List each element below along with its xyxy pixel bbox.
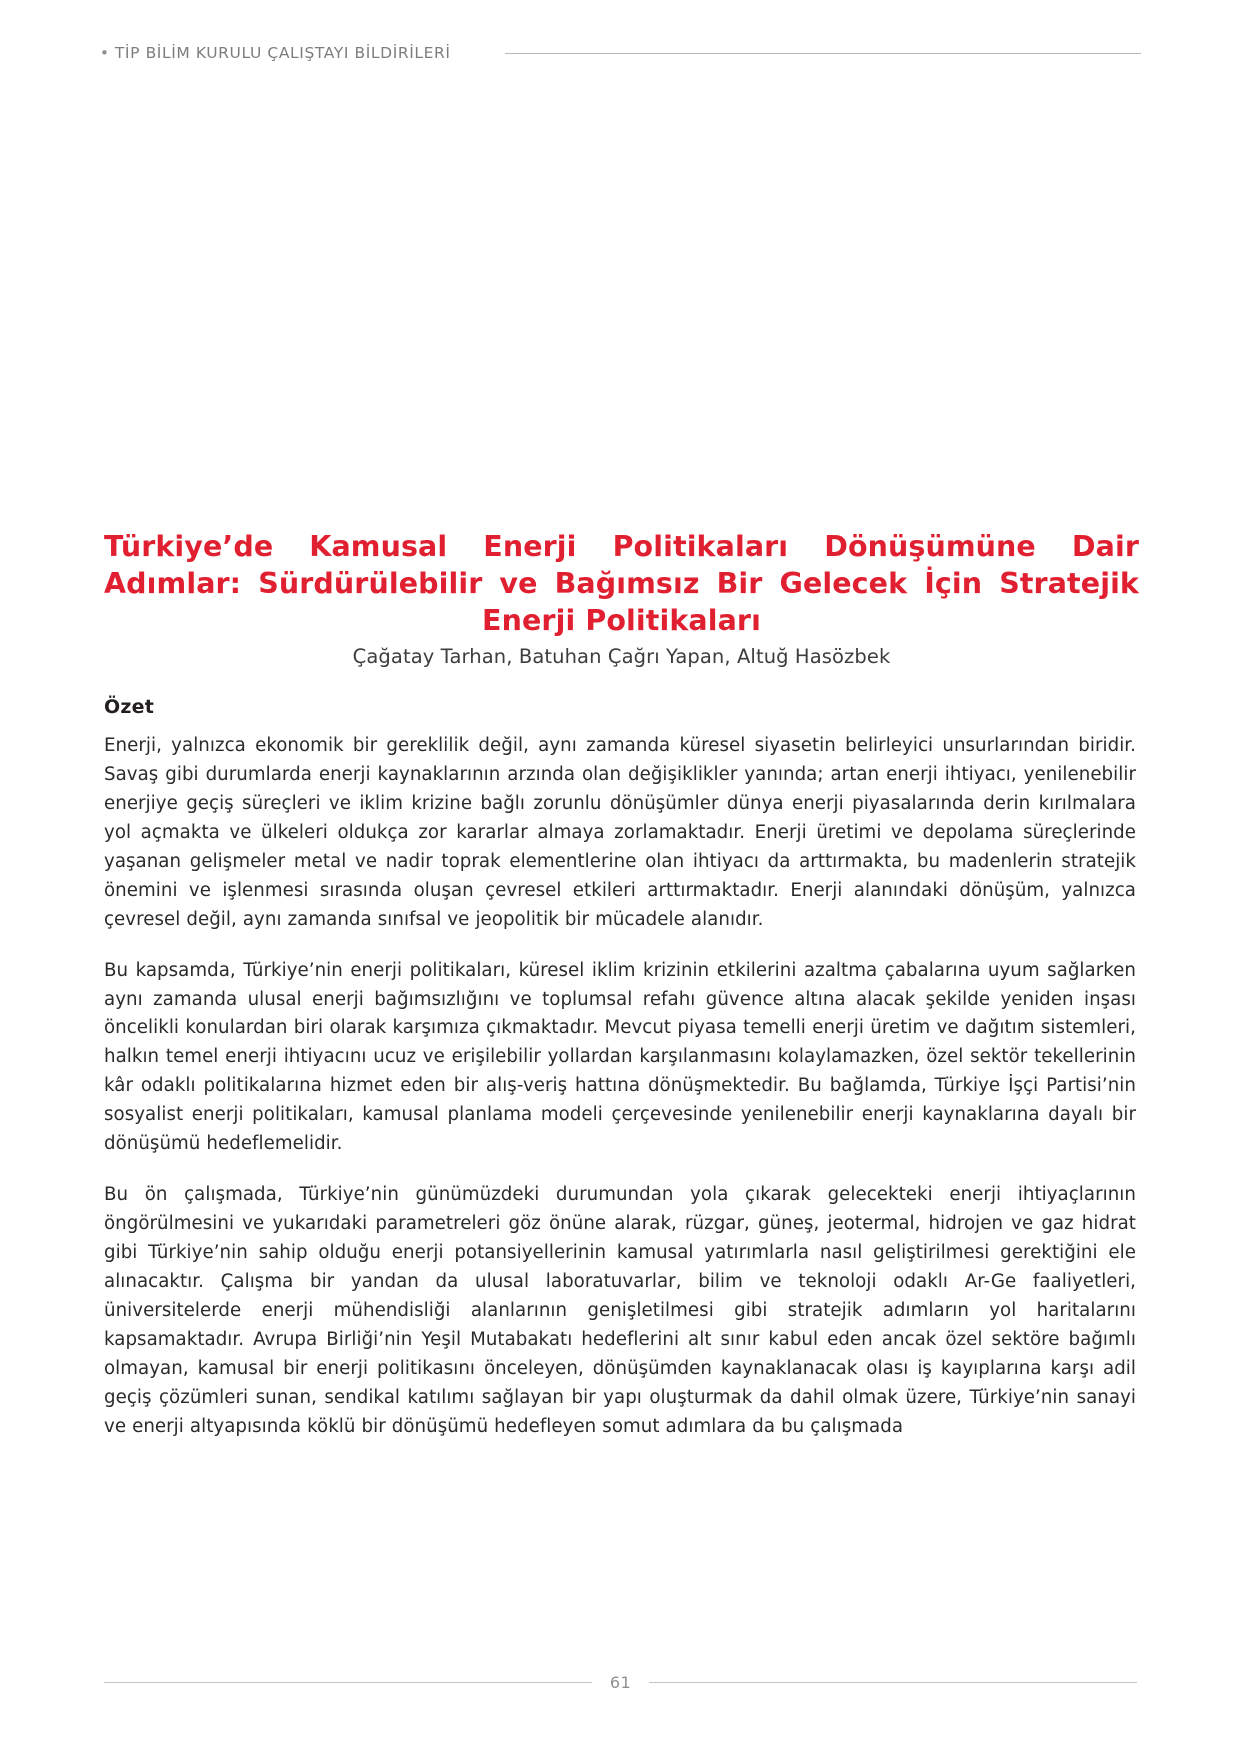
footer-divider-left: [104, 1682, 592, 1683]
author-list: Çağatay Tarhan, Batuhan Çağrı Yapan, Altuğ Hasözbek: [352, 645, 891, 669]
page-number: 61: [609, 1673, 632, 1692]
abstract-section: [104, 696, 1136, 1442]
page-title: Türkiye’de Kamusal Enerji Politikaları Dönüşümüne Dair Adımlar: Sürdürülebilir ve Bağımsız Bir Gelecek İçin Stratejik Enerji Politikaları: [104, 530, 1139, 638]
abstract-heading: Özet: [104, 696, 154, 718]
running-header: [100, 44, 1141, 62]
abstract-paragraph: Enerji, yalnızca ekonomik bir gereklilik değil, aynı zamanda küresel siyasetin belirleyici unsurlarından biridir. Savaş gibi durumlarda enerji kaynaklarının arzında olan değişiklikler yanında; artan enerji ihtiyacı, yenilenebilir enerjiye geçiş süreçleri ve iklim krizine bağlı zorunlu dönüşümler dünya enerji piyasalarında derin kırılmalara yol açmakta ve ülkeleri oldukça zor kararlar almaya zorlamaktadır. Enerji üretimi ve depolama süreçlerinde yaşanan gelişmeler metal ve nadir toprak elementlerine olan ihtiyacı da arttırmakta, bu madenlerin stratejik önemini ve işlenmesi sırasında oluşan çevresel etkileri arttırmaktadır. Enerji alanındaki dönüşüm, yalnızca çevresel değil, aynı zamanda sınıfsal ve jeopolitik bir mücadele alanıdır.: [104, 735, 1136, 930]
running-header-text: TİP BİLİM KURULU ÇALIŞTAYI BİLDİRİLERİ: [114, 44, 451, 62]
abstract-paragraph: Bu ön çalışmada, Türkiye’nin günümüzdeki durumundan yola çıkarak gelecekteki enerji ihtiyaçlarının öngörülmesini ve yukarıdaki parametreleri göz önüne alarak, rüzgar, güneş, jeotermal, hidrojen ve gaz hidrat gibi Türkiye’nin sahip olduğu enerji potansiyellerinin kamusal yatırımlarla nasıl geliştirilmesi gerektiğini ele alınacaktır. Çalışma bir yandan da ulusal laboratuvarlar, bilim ve teknoloji odaklı Ar-Ge faaliyetleri, üniversitelerde enerji mühendisliği alanlarının genişletilmesi gibi stratejik adımların yol haritalarını kapsamaktadır. Avrupa Birliği’nin Yeşil Mutabakatı hedeflerini alt sınır kabul eden ancak özel sektöre bağımlı olmayan, kamusal bir enerji politikasını önceleyen, dönüşümden kaynaklanacak olası iş kayıplarına karşı adil geçiş çözümleri sunan, sendikal katılımı sağlayan bir yapı oluşturmak da dahil olmak üzere, Türkiye’nin sanayi ve enerji altyapısında köklü bir dönüşümü hedefleyen somut adımlara da bu çalışmada: [104, 1184, 1136, 1437]
header-divider: [505, 53, 1141, 54]
page-footer: [104, 1673, 1137, 1692]
header-bullet-icon: •: [100, 43, 109, 62]
footer-divider-right: [649, 1682, 1137, 1683]
abstract-paragraph: Bu kapsamda, Türkiye’nin enerji politikaları, küresel iklim krizinin etkilerini azaltma çabalarına uyum sağlarken aynı zamanda ulusal enerji bağımsızlığını ve toplumsal refahı güvence altına alacak şekilde yeniden inşası öncelikli konulardan biri olarak karşımıza çıkmaktadır. Mevcut piyasa temelli enerji üretim ve dağıtım sistemleri, halkın temel enerji ihtiyacını ucuz ve erişilebilir yollardan karşılanmasını kolaylamazken, özel sektör tekellerinin kâr odaklı politikalarına hizmet eden bir alış-veriş hattına dönüşmektedir. Bu bağlamda, Türkiye İşçi Partisi’nin sosyalist enerji politikaları, kamusal planlama modeli çerçevesinde yenilenebilir enerji kaynaklarına dayalı bir dönüşümü hedeflemelidir.: [104, 959, 1136, 1155]
title-block: [104, 528, 1139, 668]
